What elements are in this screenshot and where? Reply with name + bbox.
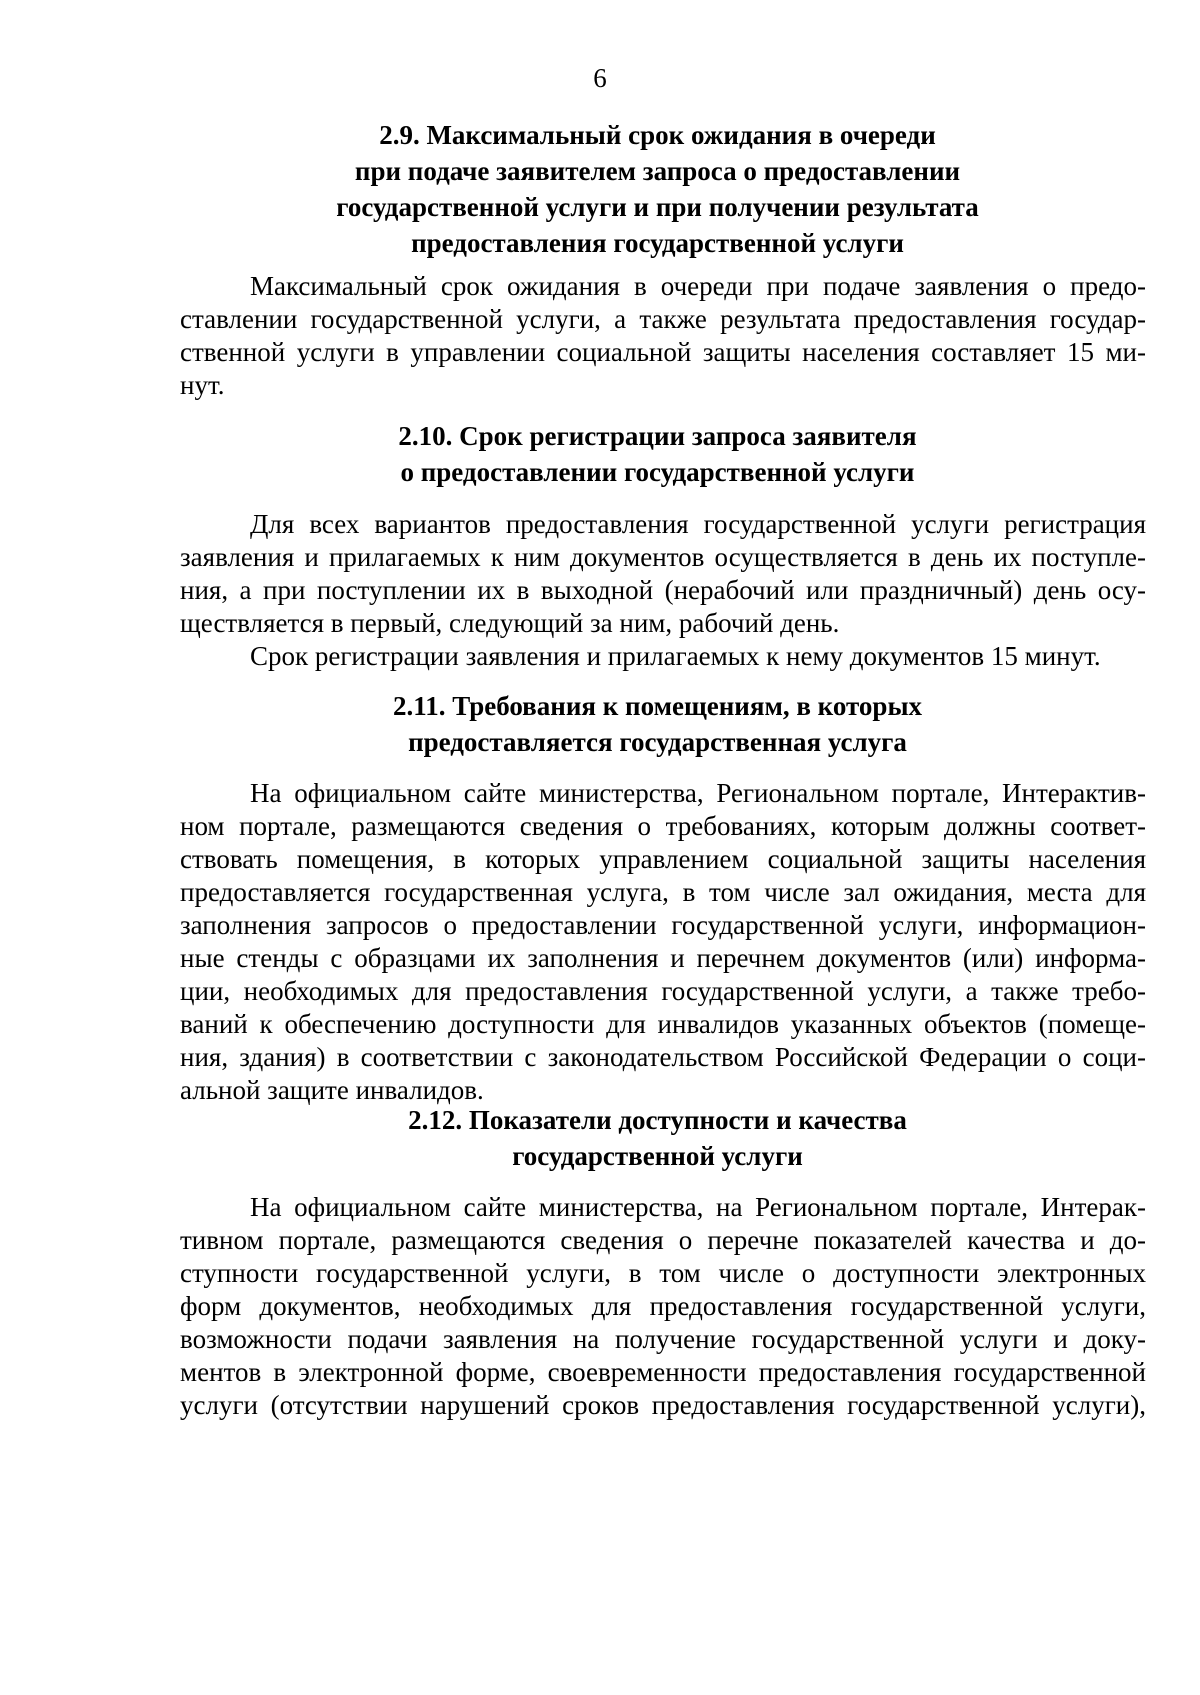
paragraph-line: ственной услуги в управлении социальной защиты населения составляет 15 ми- <box>180 337 1146 367</box>
heading-line: государственной услуги <box>512 1141 803 1171</box>
heading-line: 2.12. Показатели доступности и качества <box>408 1105 907 1135</box>
paragraph-line: Максимальный срок ожидания в очереди при подаче заявления о предо- <box>250 271 1146 301</box>
heading-line: государственной услуги и при получении результата <box>336 192 979 222</box>
paragraph-line: нут. <box>180 370 225 400</box>
paragraph-line: ния, а при поступлении их в выходной (нерабочий или праздничный) день осу- <box>180 575 1146 605</box>
heading-line: при подаче заявителем запроса о предоставлении <box>354 156 961 186</box>
paragraph-line: заявления и прилагаемых к ним документов осуществляется в день их поступле- <box>180 542 1146 572</box>
paragraph-line: На официальном сайте министерства, на Региональном портале, Интерак- <box>250 1192 1146 1222</box>
paragraph-line: ные стенды с образцами их заполнения и перечнем документов (или) информа- <box>180 943 1146 973</box>
section-heading-2-12 <box>180 1102 1135 1174</box>
heading-line: 2.10. Срок регистрации запроса заявителя <box>398 421 917 451</box>
heading-line: предоставления государственной услуги <box>411 228 904 258</box>
paragraph-2-12 <box>180 1191 1146 1422</box>
paragraph-line: предоставляется государственная услуга, в том числе зал ожидания, места для <box>180 877 1146 907</box>
paragraph-line: альной защите инвалидов. <box>180 1075 484 1105</box>
paragraph-line: ствовать помещения, в которых управлением социальной защиты населения <box>180 844 1146 874</box>
section-heading-2-10 <box>180 418 1135 490</box>
paragraph-line: тивном портале, размещаются сведения о перечне показателей качества и до- <box>180 1225 1146 1255</box>
paragraph-line: ния, здания) в соответствии с законодательством Российской Федерации о соци- <box>180 1042 1146 1072</box>
paragraph-line: возможности подачи заявления на получение государственной услуги и доку- <box>180 1324 1146 1354</box>
paragraph-line: заполнения запросов о предоставлении государственной услуги, информацион- <box>180 910 1146 940</box>
heading-line: 2.9. Максимальный срок ожидания в очереди <box>379 120 936 150</box>
page-number: 6 <box>593 63 607 93</box>
paragraph-line: ставлении государственной услуги, а также результата предоставления государ- <box>180 304 1146 334</box>
paragraph-line: ции, необходимых для предоставления государственной услуги, а также требо- <box>180 976 1146 1006</box>
heading-line: предоставляется государственная услуга <box>408 727 907 757</box>
paragraph-line: Срок регистрации заявления и прилагаемых к нему документов 15 минут. <box>250 641 1101 671</box>
paragraph-2-10-a <box>180 508 1146 640</box>
paragraph-2-10-b <box>180 640 1146 673</box>
section-heading-2-9 <box>180 117 1135 261</box>
section-heading-2-11 <box>180 688 1135 760</box>
paragraph-line: На официальном сайте министерства, Региональном портале, Интерактив- <box>250 778 1146 808</box>
paragraph-line: услуги (отсутствии нарушений сроков предоставления государственной услуги), <box>180 1390 1146 1420</box>
paragraph-line: ступности государственной услуги, в том числе о доступности электронных <box>180 1258 1146 1288</box>
paragraph-line: форм документов, необходимых для предоставления государственной услуги, <box>180 1291 1146 1321</box>
paragraph-line: ществляется в первый, следующий за ним, рабочий день. <box>180 608 840 638</box>
paragraph-line: ментов в электронной форме, своевременности предоставления государственной <box>180 1357 1146 1387</box>
heading-line: 2.11. Требования к помещениям, в которых <box>392 691 923 721</box>
paragraph-2-9 <box>180 270 1146 402</box>
paragraph-line: ваний к обеспечению доступности для инвалидов указанных объектов (помеще- <box>180 1009 1146 1039</box>
paragraph-2-11 <box>180 777 1146 1107</box>
paragraph-line: Для всех вариантов предоставления государственной услуги регистрация <box>250 509 1146 539</box>
heading-line: о предоставлении государственной услуги <box>400 457 915 487</box>
paragraph-line: ном портале, размещаются сведения о требованиях, которым должны соответ- <box>180 811 1146 841</box>
